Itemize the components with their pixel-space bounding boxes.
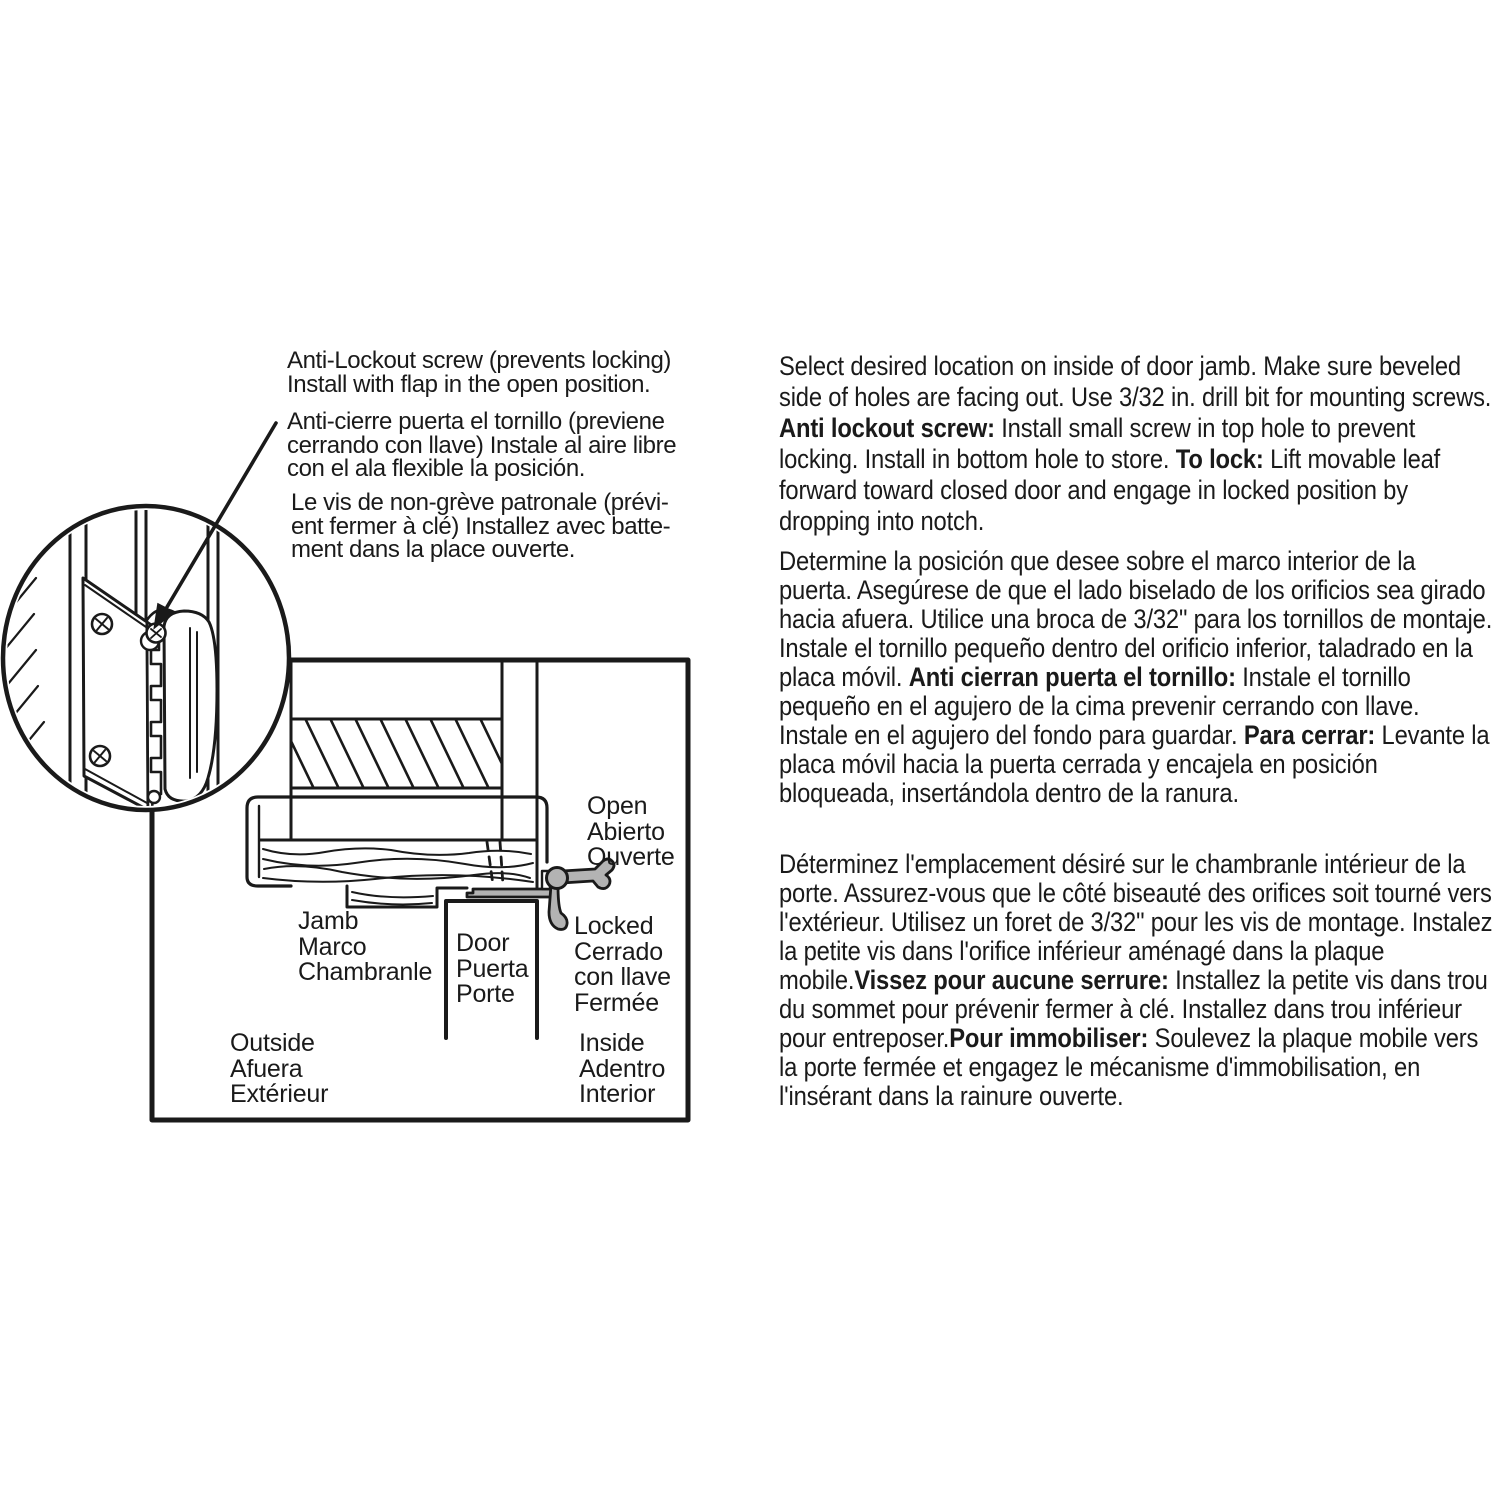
instructions-french: Déterminez l'emplacement désiré sur le chambranle intérieur de la porte. Assurez-vous que le côté biseauté des orifices soit tourné vers l'extérieur. Utilisez un foret de 3/32" pour les vis de montage. Instalez la petite vis dans l'orifice inférieur aménagé dans la plaque mobile.Vissez pour aucune serrure: Installez la petite vis dans trou du sommet pour prévenir fermer à clé. Installez dans trou inférieur pour entreposer.Pour immobiliser: Soulevez la plaque mobile vers la porte fermée et engagez le mécanisme d'immobilisation, en l'insérant dans la rainure ouverte. xyxy=(779,849,1493,1111)
lock-base-plate xyxy=(467,889,551,897)
instructions-english: Select desired location on inside of door jamb. Make sure beveled side of holes are facing out. Use 3/32 in. drill bit for mounting screws. Anti lockout screw: Install small screw in top hole to prevent locking. Install in bottom hole to store. To lock: Lift movable leaf forward toward closed door and engage in locked position by dropping into notch. xyxy=(779,351,1492,536)
label-open-es: Abierto xyxy=(587,817,665,846)
callout-french-line: Le vis de non-grève patronale (prévi- xyxy=(291,489,669,516)
label-inside xyxy=(579,1031,665,1108)
callout-spanish-line: cerrando con llave) Instale al aire libre xyxy=(287,431,677,459)
label-jamb-fr: Chambranle xyxy=(298,958,433,986)
label-open-fr: Ouverte xyxy=(587,843,675,871)
callout-spanish-line: con el ala flexible la posición. xyxy=(287,455,586,482)
callout-english-line: Anti-Lockout screw (prevents locking) xyxy=(287,347,672,374)
label-outside-en: Outside xyxy=(230,1029,315,1057)
label-locked xyxy=(574,914,671,1016)
label-inside-es: Adentro xyxy=(579,1054,666,1083)
callout-english xyxy=(287,349,671,396)
callout-french xyxy=(291,491,670,562)
label-door xyxy=(456,931,528,1008)
label-jamb-es: Marco xyxy=(298,932,367,961)
mounting-screw-top xyxy=(92,614,112,634)
callout-french-line: ment dans la place ouverte. xyxy=(291,536,576,563)
mounting-screw-bottom xyxy=(90,746,110,766)
callout-french-line: ent fermer à clé) Installez avec batte- xyxy=(291,512,671,540)
callout-spanish xyxy=(287,410,676,481)
label-jamb-en: Jamb xyxy=(298,907,359,935)
label-jamb xyxy=(298,909,432,986)
label-door-fr: Porte xyxy=(456,980,515,1008)
label-door-en: Door xyxy=(456,929,510,957)
label-inside-en: Inside xyxy=(579,1029,645,1057)
label-open xyxy=(587,794,675,871)
instructions-spanish: Determine la posición que desee sobre el marco interior de la puerta. Asegúrese de que el lado biselado de los orificios sea girado hacia afuera. Utilice una broca de 3/32" para los tornillos de montaje. Instale el tornillo pequeño dentro del orificio inferior, taladrado en la placa móvil. Anti cierran puerta el tornillo: Instale el tornillo pequeño en el agujero de la cima prevenir cerrando con llave. Instale en el agujero del fondo para guardar. Para cerrar: Levante la placa móvil hacia la puerta cerrada y encajela en posición bloqueada, insertándola dentro de la ranura. xyxy=(779,546,1493,808)
wall-hatch-section xyxy=(253,714,516,793)
label-locked-es: Cerrado xyxy=(574,937,663,966)
label-door-es: Puerta xyxy=(456,954,529,983)
label-outside-fr: Extérieur xyxy=(230,1080,329,1108)
label-locked-fr: Fermée xyxy=(574,988,659,1017)
storage-hole xyxy=(148,791,160,803)
label-outside xyxy=(230,1031,328,1108)
label-locked-es2: con llave xyxy=(574,963,671,991)
label-locked-en: Locked xyxy=(574,912,654,940)
leaf-pivot xyxy=(547,868,568,889)
label-inside-fr: Interior xyxy=(579,1080,656,1108)
callout-english-line: Install with flap in the open position. xyxy=(287,370,651,398)
instructions-column xyxy=(779,351,1494,1181)
callout-spanish-line: Anti-cierre puerta el tornillo (previene xyxy=(287,408,665,435)
label-open-en: Open xyxy=(587,792,648,820)
label-outside-es: Afuera xyxy=(230,1054,303,1083)
